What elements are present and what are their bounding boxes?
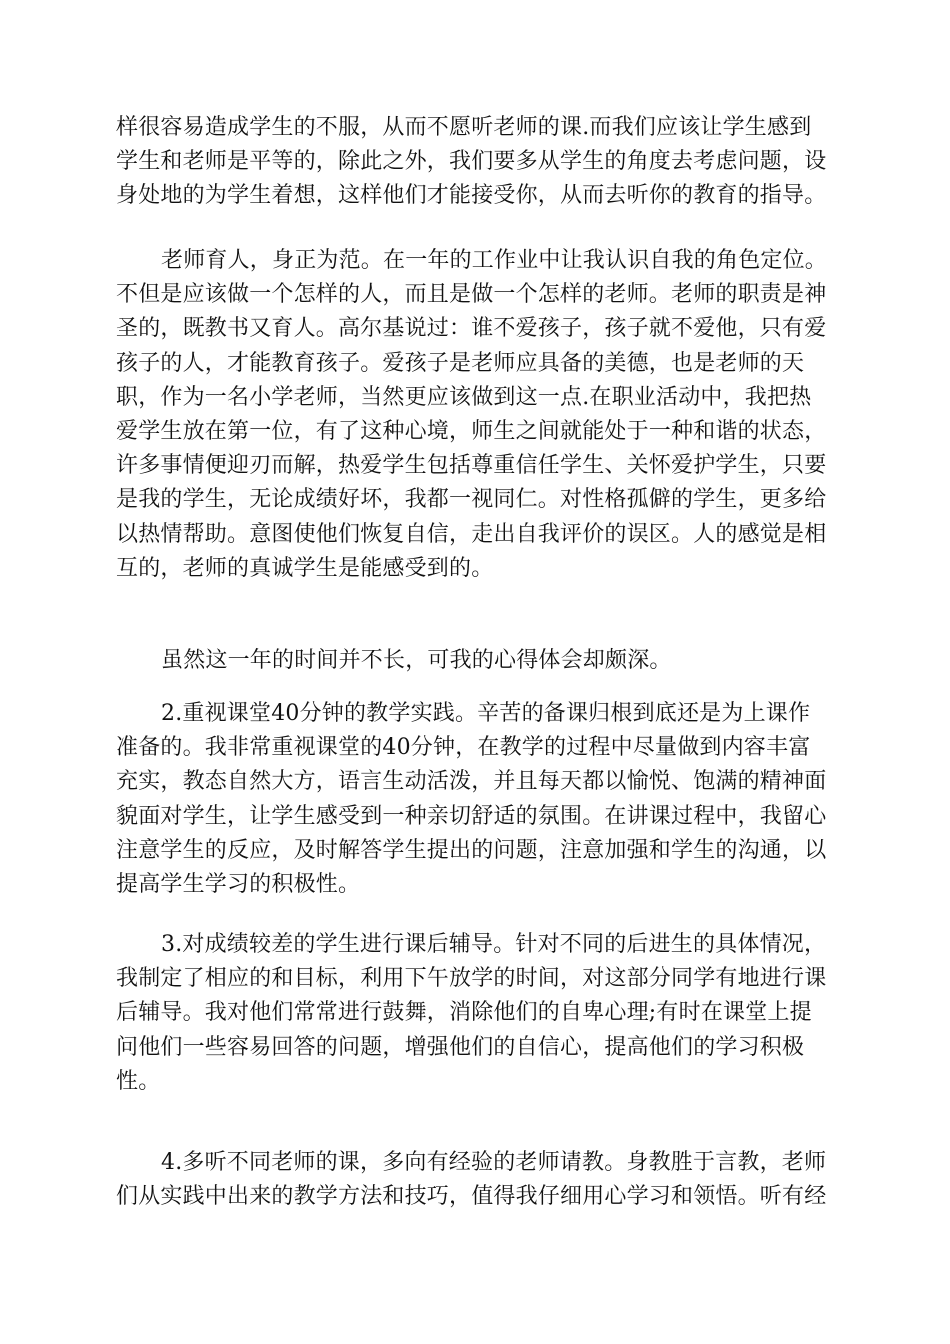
text-line: 样很容易造成学生的不服，从而不愿听老师的课.而我们应该让学生感到: [116, 115, 812, 140]
paragraph-item-2: [116, 697, 836, 902]
text-line: 不但是应该做一个怎样的人，而且是做一个怎样的老师。老师的职责是神: [116, 282, 827, 308]
text-line: 以热情帮助。意图使他们恢复自信，走出自我评价的误区。人的感觉是相: [116, 521, 827, 547]
text-line: 准备的。我非常重视课堂的40分钟，在教学的过程中尽量做到内容丰富: [116, 735, 811, 761]
text-line: 3.对成绩较差的学生进行课后辅导。针对不同的后进生的具体情况，: [161, 932, 827, 957]
text-line: 4.多听不同老师的课，多向有经验的老师请教。身教胜于言教，老师: [161, 1150, 827, 1175]
text-line: 圣的，既教书又育人。高尔基说过：谁不爱孩子，孩子就不爱他，只有爱: [116, 316, 827, 342]
text-line: 貌面对学生，让学生感受到一种亲切舒适的氛围。在讲课过程中，我留心: [116, 803, 827, 829]
text-line: 身处地的为学生着想，这样他们才能接受你，从而去听你的教育的指导。: [116, 183, 827, 209]
text-line: 虽然这一年的时间并不长，可我的心得体会却颇深。: [161, 648, 672, 673]
text-line: 注意学生的反应，及时解答学生提出的问题，注意加强和学生的沟通，以: [116, 837, 827, 863]
text-line: 充实，教态自然大方，语言生动活泼，并且每天都以愉悦、饱满的精神面: [116, 769, 827, 795]
text-line: 提高学生学习的积极性。: [116, 871, 361, 897]
text-line: 2.重视课堂40分钟的教学实践。辛苦的备课归根到底还是为上课作: [161, 701, 811, 726]
text-line: 我制定了相应的和目标，利用下午放学的时间，对这部分同学有地进行课: [116, 966, 827, 992]
text-line: 是我的学生，无论成绩好坏，我都一视同仁。对性格孤僻的学生，更多给: [116, 487, 827, 513]
paragraph-summary: [116, 644, 836, 678]
text-line: 们从实践中出来的教学方法和技巧，值得我仔细用心学习和领悟。听有经: [116, 1184, 827, 1210]
text-line: 性。: [116, 1068, 161, 1094]
text-line: 学生和老师是平等的，除此之外，我们要多从学生的角度去考虑问题，设: [116, 149, 827, 175]
text-line: 爱学生放在第一位，有了这种心境，师生之间就能处于一种和谐的状态，: [116, 418, 827, 444]
paragraph-item-4: [116, 1146, 836, 1214]
text-line: 老师育人，身正为范。在一年的工作业中让我认识自我的角色定位。: [161, 248, 828, 273]
paragraph-continued: [116, 111, 836, 214]
paragraph-teacher-role: [116, 244, 836, 586]
text-line: 孩子的人，才能教育孩子。爱孩子是老师应具备的美德，也是老师的天: [116, 350, 805, 376]
text-line: 后辅导。我对他们常常进行鼓舞，消除他们的自卑心理;有时在课堂上提: [116, 1000, 812, 1026]
text-line: 问他们一些容易回答的问题，增强他们的自信心，提高他们的学习积极: [116, 1034, 805, 1060]
text-line: 互的，老师的真诚学生是能感受到的。: [116, 555, 494, 581]
text-line: 许多事情便迎刃而解，热爱学生包括尊重信任学生、关怀爱护学生，只要: [116, 453, 827, 479]
paragraph-item-3: [116, 928, 836, 1099]
text-line: 职，作为一名小学老师，当然更应该做到这一点.在职业活动中，我把热: [116, 384, 812, 410]
